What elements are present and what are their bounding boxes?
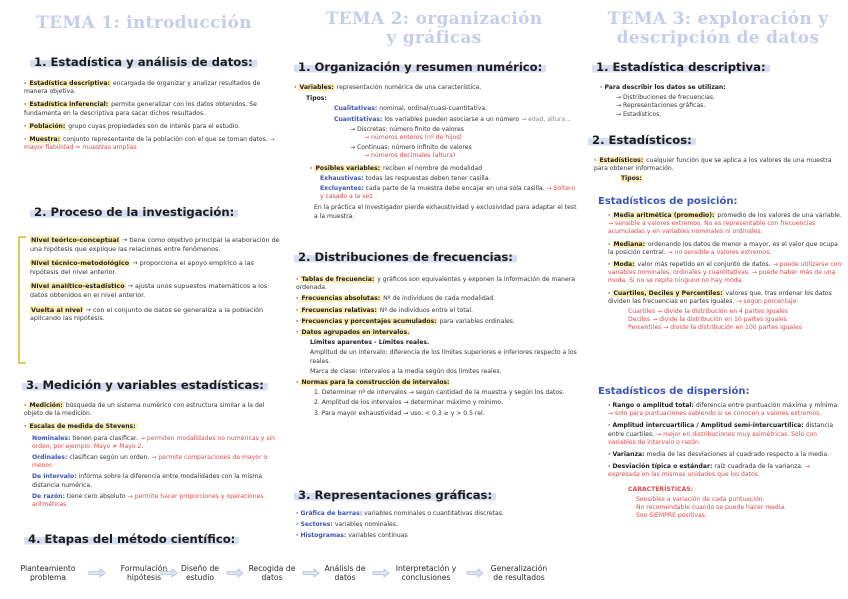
term: Estadística inferencial: — [29, 101, 109, 109]
flow-step: Diseño de estudio — [181, 564, 219, 582]
definition: → Discretas: número finito de valores — [350, 125, 464, 133]
list-item: Son SIEMPRE positivas. — [636, 512, 707, 520]
definition: variables nominales. — [334, 521, 398, 529]
section-3-content: · Medición: búsqueda de un sistema numérico con estructura similar a la del objeto de la medición. · Escalas de medida de Stevens: Nominales: tienen para clasificar. → permiten modalidades no numéricas y sin orden, por ejemplo: Mayo ≠ Mayo 2. Ordinales: clasifican según un orden. → permite comparaciones de mayor o menor. De intervalo: informa sobre la diferencia entre modalidades con la misma distancia numérica. De razón: tiene cero absoluto → permite hacer proporciones y operaciones aritméticas. — [24, 402, 276, 509]
note: → solo para puntuaciones sabiendo si se conocen a valores extremos. — [608, 410, 822, 418]
term: Medición: — [29, 402, 63, 409]
note: → no sensible a valores extremos. — [667, 248, 772, 256]
flow-step: Formulación hipótesis — [120, 564, 168, 582]
definition: Marca de clase: intervalos a la media según dos límites reales. — [310, 367, 502, 375]
term: Posibles variables: — [315, 164, 381, 172]
definition: cada parte de la muestra debe encajar en una sola casilla. — [365, 185, 545, 193]
term: Datos agrupados en intervalos. — [301, 329, 410, 337]
topic-title-3-line1: TEMA 3: exploración y — [607, 9, 829, 29]
term: Cuartiles, Deciles y Percentiles: — [613, 289, 723, 297]
column-tema-1 — [8, 0, 280, 599]
term: Frecuencias y porcentajes acumulados: — [301, 317, 437, 325]
bracket — [18, 236, 26, 364]
definition: tiene cero absoluto — [66, 492, 126, 500]
definition: grupo cuyas propiedades son de interés para el estudio. — [68, 122, 240, 130]
note: → edad, altura... — [521, 115, 571, 123]
topic-title-2-line2: y gráficas — [386, 28, 482, 48]
section-1-content: · Estadística descriptiva: encargada de organizar y analizar resultados de manera objetiva. · Estadística inferencial: permite generalizar con los datos obtenidos. Se fundamenta en la descriptiva para sacar dichos resultados. · Población: grupo cuyas propiedades son de interés para el estudio. · Muestra: conjunto representante de la población con el que se toman datos. → mayor fiabilidad = muestras amplias — [24, 80, 275, 152]
note: → mejor en distribuciones muy asimétricas. Solo con variables de intervalo o razón. — [608, 430, 818, 446]
term: Nivel analítico-estadístico — [31, 282, 125, 291]
list-item: → Representaciones gráficas. — [616, 102, 706, 110]
term: Tipos: — [306, 95, 327, 103]
term: Sectores: — [300, 521, 333, 529]
definition: variables continuas — [348, 532, 408, 540]
definition: búsqueda de un sistema numérico con estructura similar a la del objeto de la medición. — [24, 402, 265, 418]
definition: cualquier función que se aplica a los valores de una muestra para obtener información. — [594, 157, 832, 173]
term: Tablas de frecuencia: — [301, 276, 375, 283]
list-item: No recomendable cuando se puede hacer media. — [636, 504, 787, 512]
term: Moda: — [613, 261, 635, 269]
term: Escalas de medida de Stevens: — [29, 423, 136, 431]
definition: → con el conjunto de datos se generaliza a la población aplicando las hipótesis. — [30, 305, 264, 323]
flow-step: Recogida de datos — [248, 564, 296, 582]
definition: valores que, tras ordenar los datos dividen las frecuencias en partes iguales. — [608, 289, 832, 305]
term: Normas para la construcción de intervalos: — [301, 379, 450, 387]
definition: clasifican según un orden. — [69, 454, 150, 462]
list-item: Percentiles → divide la distribución en 100 partes iguales — [628, 324, 802, 332]
definition: conjunto representante de la población con el que se toman datos. — [63, 136, 268, 144]
definition: → proporciona el apoyo empírico a las hipótesis del nivel anterior. — [30, 259, 254, 276]
note: → permiten modalidades no numéricas y sin orden, por ejemplo: Mayo ≠ Mayo 2. — [32, 434, 276, 450]
lead-text: Para describir los datos se utilizan: — [604, 84, 726, 91]
definition: ordenando los datos de menor a mayor, es el valor que ocupa la posición central. — [608, 240, 838, 256]
list-item: 1. Determinar nº de intervalos → según cantidad de la muestra y según los datos. — [314, 389, 565, 397]
term: Frecuencias absolutas: — [301, 295, 381, 303]
section-posicion-content: · Media aritmética (promedio): promedio de los valores de una variable. → sensible a valores extremos. No es representable con frecuencias acumuladas y en variables nominales ni ordinales. · Mediana: ordenando los datos de menor a mayor, es el valor que ocupa la posición central. → no sensible a valores extremos. · Moda: valor más repetido en el conjunto de datos. → puede utilizarse con variables nominales, ordinales y cuantitativas. → puede haber más de una moda. Si no se repite ninguno no hay moda. · Cuartiles, Deciles y Percentiles: valores que, tras ordenar los datos dividen las frecuencias en partes iguales. → según porcentaje: Cuartiles → divide la distribución en 4 partes iguales Deciles → divide la distribución en 10 partes iguales Percentiles → divide la distribución en 100 partes iguales — [608, 212, 842, 332]
definition: nominal, ordinal/cuasi-cuantitativa. — [379, 105, 488, 113]
section-estadistica-analisis: 1. Estadística y análisis de datos: — [30, 55, 257, 69]
definition: Nº de individuos de cada modalidad. — [383, 295, 496, 303]
definition: encargada de organizar y analizar resultados de manera objetiva. — [24, 80, 261, 96]
definition: permite generalizar con los datos obtenidos. Se fundamenta en la descriptiva para sacar dichos resultados. — [24, 101, 257, 117]
term: Mediana: — [613, 240, 646, 248]
list-item: 2. Amplitud de los intervalos → determinar máximo y mínimo. — [314, 399, 503, 407]
list-item: → Distribuciones de frecuencias. — [616, 94, 715, 102]
characteristics-heading: CARACTERÍSTICAS: — [628, 485, 694, 493]
section-2-1-content: · Variables: representación numérica de una característica. Tipos: Cualitativas: nominal, ordinal/cuasi-cuantitativa. Cuantitativas: los variables pueden asociarse a un número → edad, altura... → Discretas: número finito de valores → números enteros (nº de hijos) → Continuas: número infinito de valores → números decimales (altura) · Posibles variables: reciben el nombre de modalidad Exhaustivas: todas las respuestas deben tener casilla. Excluyentes: cada parte de la muestra debe encajar en una sola casilla. → Soltero y casado a la vez En la práctica el investigador pierde exhaustividad y exclusividad para adaptar el test a la muestra. — [294, 84, 577, 220]
note: → según porcentaje: — [736, 297, 799, 305]
term: Estadísticos: — [599, 157, 644, 164]
scale-term: De razón: — [32, 492, 65, 500]
section-organizacion-resumen: 1. Organización y resumen numérico: — [294, 60, 546, 74]
definition: valor más repetido en el conjunto de datos. — [637, 261, 771, 269]
flow-step: Generalización de resultados — [490, 564, 548, 582]
note: → permite hacer proporciones y operaciones aritméticas. — [32, 492, 264, 509]
definition: y gráficos son equivalentes y exponen la información de manera ordenada. — [296, 276, 576, 292]
definition: para variables ordinales. — [439, 317, 515, 325]
list-item: Sensibles a variación de cada puntuación. — [636, 495, 765, 503]
term: Frecuencias relativas: — [301, 306, 377, 314]
flow-step: Planteamiento problema — [20, 564, 76, 582]
section-representaciones-graficas: 3. Representaciones gráficas: — [294, 488, 496, 502]
definition: raíz cuadrada de la varianza. — [714, 463, 803, 471]
note: → números enteros (nº de hijos) — [364, 134, 462, 142]
note: → mayor fiabilidad = muestras amplias — [24, 136, 275, 152]
definition: variables nominales o cuantitativas discretas. — [364, 510, 504, 517]
column-tema-3 — [588, 0, 844, 599]
flow-step: Interpretación y conclusiones — [395, 564, 457, 582]
definition: promedio de los valores de una variable. — [717, 212, 842, 219]
definition: tienen para clasificar. — [72, 434, 138, 442]
definition: diferencia entre puntuación máxima y mínima. — [695, 402, 840, 409]
definition: representación numérica de una característica. — [336, 84, 482, 91]
topic-title-1: TEMA 1: introducción — [36, 13, 252, 33]
section-2-2-content: · Tablas de frecuencia: y gráficos son equivalentes y exponen la información de manera ordenada. · Frecuencias absolutas: Nº de individuos de cada modalidad. · Frecuencias relativas: Nº de individuos entre el total. · Frecuencias y porcentajes acumulados: para variables ordinales. · Datos agrupados en intervalos. Límites aparentes - Límites reales. Amplitud de un intervalo: diferencia de los límites superiores e inferiores respecto a los reales. Marca de clase: intervalos a la media según dos límites reales. · Normas para la construcción de intervalos: 1. Determinar nº de intervalos → según cantidad de la muestra y según los datos. 2. Amplitud de los intervalos → determinar máximo y mínimo. 3. Para mayor exhaustividad → uso: < 0.3 ≥ y > 0.5 rel. — [296, 276, 577, 417]
note: → números decimales (altura) — [364, 152, 456, 160]
term: Exhaustivas: — [320, 174, 364, 182]
note: → Soltero y casado a la vez — [320, 185, 576, 201]
term: Tipos: — [621, 175, 642, 183]
scale-term: De intervalo: — [32, 473, 77, 481]
scale-term: Ordinales: — [32, 454, 68, 462]
list-item: → Estadísticos. — [616, 110, 662, 118]
term: Varianza: — [612, 451, 645, 459]
topic-title-2 — [296, 10, 572, 48]
definition: los variables pueden asociarse a un número — [384, 115, 520, 123]
definition: media de las desviaciones al cuadrado respecto a la media. — [646, 451, 830, 459]
term: Amplitud intercuartílica / Amplitud semi-intercuartílica: — [612, 422, 804, 430]
section-3-1-content: · Para describir los datos se utilizan: → Distribuciones de frecuencias. → Representaciones gráficas. → Estadísticos. — [600, 84, 726, 118]
definition: distancia entre cuartiles. — [608, 422, 834, 438]
term: Nivel teórico-conceptual — [31, 236, 119, 244]
definition: → Continuas: número infinito de valores — [350, 144, 472, 152]
scale-term: Nominales: — [32, 434, 71, 442]
note: → expresada en las mismas unidades que los datos. — [608, 463, 811, 479]
term: Población: — [29, 122, 66, 130]
definition: → ajusta unos supuestos matemáticos a los datos obtenidos en el nivel anterior. — [30, 282, 268, 299]
note: → puede utilizarse con variables nominales, ordinales y cuantitativas. → puede haber más de una moda. Si no se repite ninguno no hay moda. — [608, 261, 842, 285]
term: Variables: — [299, 84, 334, 91]
section-estadistica-descriptiva: 1. Estadística descriptiva: — [592, 60, 770, 74]
term: Histogramas: — [300, 532, 347, 540]
term: Muestra: — [29, 136, 61, 144]
list-item: Deciles → divide la distribución en 10 partes iguales — [628, 316, 787, 324]
paragraph: En la práctica el investigador pierde exhaustividad y exclusividad para adaptar el test a la muestra. — [314, 204, 577, 220]
section-etapas-metodo: 4. Etapas del método científico: — [24, 532, 239, 546]
section-dispersion-content: · Rango o amplitud total: diferencia entre puntuación máxima y mínima. → solo para puntuaciones sabiendo si se conocen a valores extremos. · Amplitud intercuartílica / Amplitud semi-intercuartílica: distancia entre cuartiles. → mejor en distribuciones muy asimétricas. Solo con variables de intervalo o razón. · Varianza: media de las desviaciones al cuadrado respecto a la media. · Desviación típica o estándar: raíz cuadrada de la varianza. → expresada en las mismas unidades que los datos. CARACTERÍSTICAS: Sensibles a variación de cada puntuación. No recomendable cuando se puede hacer media. Son SIEMPRE positivas. — [608, 402, 840, 520]
section-2-3-content: · Gráfica de barras: variables nominales o cuantitativas discretas. · Sectores: variables nominales. · Histogramas: variables continuas — [296, 510, 504, 540]
definition: informa sobre la diferencia entre modalidades con la misma distancia numérica. — [32, 473, 263, 489]
note: → permite comparaciones de mayor o menor. — [32, 454, 268, 470]
list-item: 3. Para mayor exhaustividad → uso: < 0.3 ≥ y > 0.5 rel. — [314, 409, 485, 417]
term: Cuantitativas: — [334, 115, 383, 123]
term: Cualitativas: — [334, 105, 378, 113]
section-medicion-variables: 3. Medición y variables estadísticas: — [22, 378, 268, 392]
definition: → tiene como objetivo principal la elaboración de una hipótesis que explique las relaciones entre fenómenos. — [30, 236, 280, 253]
term: Rango o amplitud total: — [612, 402, 694, 409]
definition: todas las respuestas deben tener casilla. — [365, 174, 491, 182]
definition: Nº de individuos entre el total. — [379, 306, 473, 314]
topic-title-3-line2: descripción de datos — [616, 28, 820, 48]
section-distribuciones-frecuencias: 2. Distribuciones de frecuencias: — [294, 250, 517, 264]
topic-title-2-line1: TEMA 2: organización — [325, 9, 543, 29]
column-tema-2 — [286, 0, 582, 599]
section-2-content — [30, 236, 280, 323]
subsection-dispersion: Estadísticos de dispersión: — [598, 386, 750, 397]
definition: Límites aparentes - Límites reales. — [310, 339, 430, 347]
subsection-posicion: Estadísticos de posición: — [598, 196, 738, 207]
term: Media aritmética (promedio): — [613, 212, 715, 219]
arrow-right-icon — [88, 568, 106, 578]
definition: Amplitud de un intervalo: diferencia de los límites superiores e inferiores respecto a los reales. — [310, 349, 577, 365]
section-3-2-content: · Estadísticos: cualquier función que se aplica a los valores de una muestra para obtener información. Tipos: — [594, 157, 832, 183]
note: → sensible a valores extremos. No es representable con frecuencias acumuladas y en variables nominales ni ordinales. — [608, 220, 816, 236]
term: Vuelta al nivel — [31, 305, 83, 314]
section-estadisticos: 2. Estadísticos: — [588, 133, 696, 147]
arrow-right-icon — [226, 568, 244, 578]
section-proceso-investigacion: 2. Proceso de la investigación: — [30, 205, 238, 219]
definition: reciben el nombre de modalidad — [383, 164, 483, 172]
term: Nivel técnico-metodológico — [31, 259, 130, 268]
term: Estadística descriptiva: — [29, 80, 110, 87]
topic-title-3 — [592, 10, 844, 48]
term: Excluyentes: — [320, 185, 364, 193]
list-item: Cuartiles → divide la distribución en 4 partes iguales — [628, 308, 788, 316]
term: Gráfica de barras: — [300, 510, 363, 517]
term: Desviación típica o estándar: — [612, 463, 713, 471]
flow-step: Análisis de datos — [324, 564, 366, 582]
